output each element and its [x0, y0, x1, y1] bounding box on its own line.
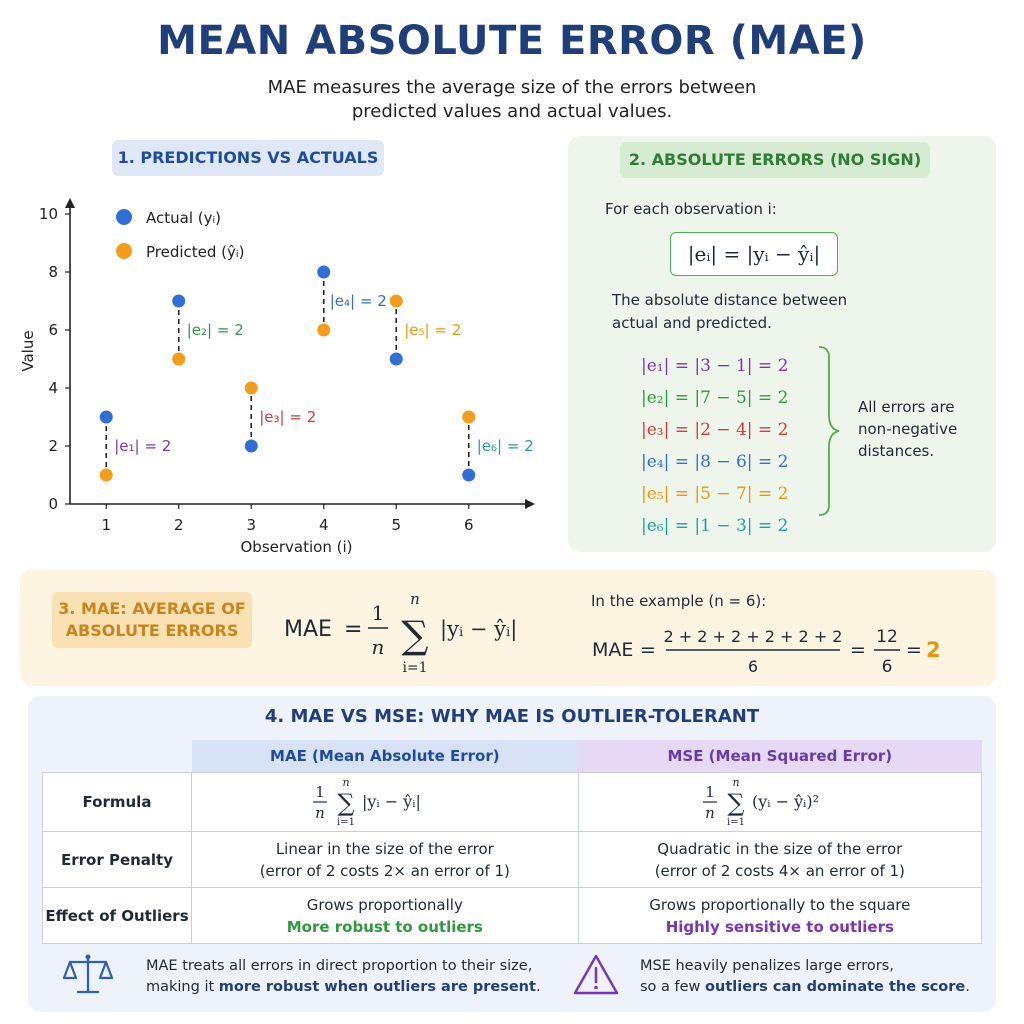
- mse-outliers-cell: [578, 888, 981, 944]
- header-mae: MAE (Mean Absolute Error): [192, 740, 579, 773]
- x-tick-label: 6: [463, 516, 474, 534]
- error-annotation: |e₆| = 2: [476, 437, 534, 455]
- row-label-formula: Formula: [43, 773, 192, 832]
- table-corner: [43, 740, 192, 773]
- note-right-line-2-bold: outliers can dominate the score: [705, 979, 966, 995]
- note-left-line-2-bold: more robust when outliers are present: [218, 979, 536, 995]
- table-row: [43, 888, 982, 944]
- page-title: MEAN ABSOLUTE ERROR (MAE): [157, 18, 867, 64]
- legend-actual-label: Actual (yᵢ): [146, 209, 222, 227]
- predicted-point: [100, 469, 113, 482]
- example-equals-2: =: [850, 639, 866, 661]
- table-row: [43, 773, 982, 832]
- abs-error-formula: |eᵢ| = |yᵢ − ŷᵢ|: [670, 232, 838, 276]
- page-subtitle: [200, 76, 824, 124]
- mae-table-sigma: ∑: [337, 789, 355, 817]
- error-line: |e₃| = |2 − 4| = 2: [641, 420, 789, 440]
- actual-point: [462, 469, 475, 482]
- sigma-symbol: ∑: [401, 613, 429, 657]
- mse-table-den: n: [704, 804, 715, 822]
- section2-intro: For each observation i:: [605, 200, 777, 218]
- mse-penalty-line-1: Quadratic in the size of the error: [657, 839, 903, 858]
- mae-frac-den: n: [371, 635, 385, 659]
- section1-title: 1. PREDICTIONS VS ACTUALS: [112, 140, 384, 176]
- x-tick-label: 4: [318, 516, 329, 534]
- y-tick-label: 6: [48, 321, 58, 339]
- mse-formula-cell: [578, 773, 981, 832]
- example-denominator-2: 6: [881, 657, 893, 677]
- mae-penalty-line-2: (error of 2 costs 2× an error of 1): [259, 861, 510, 880]
- section3-title-line-1: 3. MAE: AVERAGE OF: [58, 599, 246, 618]
- mae-formula: [270, 580, 570, 680]
- x-axis-label: Observation (i): [240, 538, 353, 556]
- example-numerator-2: 12: [876, 627, 898, 647]
- note-left-line-2-start: making it: [146, 979, 219, 995]
- y-axis-arrow: [65, 198, 75, 208]
- curly-brace: [815, 345, 845, 517]
- legend-predicted-label: Predicted (ŷᵢ): [146, 243, 245, 261]
- mae-table-num: 1: [315, 783, 325, 801]
- legend-actual-marker: [116, 209, 132, 225]
- y-tick-label: 8: [48, 263, 58, 281]
- example-numerator: 2 + 2 + 2 + 2 + 2 + 2: [663, 627, 843, 646]
- mse-table-top: n: [732, 776, 740, 789]
- example-mae-label: MAE: [592, 639, 634, 661]
- x-tick-label: 1: [101, 516, 112, 534]
- mse-penalty-line-2: (error of 2 costs 4× an error of 1): [654, 861, 905, 880]
- brace-note-line-2: non-negative: [858, 420, 958, 438]
- example-denominator: 6: [747, 657, 759, 676]
- mae-table-formula: [300, 773, 470, 827]
- error-list: [641, 350, 788, 542]
- note-right-line-2-start: so a few: [640, 979, 706, 995]
- note-left-line-2-end: .: [535, 979, 541, 995]
- warning-icon: [572, 952, 620, 998]
- mae-table-bottom: i=1: [336, 817, 355, 827]
- subtitle-line-2: predicted values and actual values.: [351, 101, 673, 122]
- mae-sum-term: |yᵢ − ŷᵢ|: [440, 617, 518, 641]
- mae-outliers-line-2: More robust to outliers: [286, 917, 483, 936]
- mae-table-term: |yᵢ − ŷᵢ|: [361, 792, 421, 811]
- example-result: 2: [926, 638, 941, 662]
- x-tick-label: 2: [173, 516, 184, 534]
- actual-point: [100, 411, 113, 424]
- section2-desc-line-2: actual and predicted.: [612, 314, 772, 332]
- error-line: |e₂| = |7 − 5| = 2: [641, 388, 789, 408]
- mae-sum-top: n: [410, 590, 420, 608]
- note-right-line-2: [640, 977, 970, 998]
- mse-table-sigma: ∑: [727, 789, 745, 817]
- section4-title: 4. MAE VS MSE: WHY MAE IS OUTLIER-TOLERANT: [264, 706, 760, 727]
- header-mse: MSE (Mean Squared Error): [578, 740, 981, 773]
- example-label: In the example (n = 6):: [591, 592, 767, 610]
- legend-predicted-marker: [116, 243, 132, 259]
- mse-table-bottom: i=1: [726, 817, 745, 827]
- comparison-table: [42, 740, 982, 944]
- error-annotation: |e₃| = 2: [259, 408, 317, 426]
- table-header-row: [43, 740, 982, 773]
- mae-outliers-cell: [192, 888, 579, 944]
- brace-note-line-1: All errors are: [858, 398, 955, 416]
- scatter-chart: [0, 180, 560, 560]
- brace-note: [858, 396, 957, 462]
- example-equals-1: =: [640, 639, 656, 661]
- section2-title: 2. ABSOLUTE ERRORS (NO SIGN): [620, 142, 930, 178]
- x-tick-label: 5: [391, 516, 402, 534]
- error-annotation: |e₂| = 2: [186, 321, 244, 339]
- mse-penalty-cell: [578, 832, 981, 888]
- error-annotation: |e₁| = 2: [114, 437, 172, 455]
- row-label-effect-of-outliers: Effect of Outliers: [43, 888, 192, 944]
- scales-icon: [62, 952, 114, 998]
- mae-formula-equals: =: [344, 617, 363, 642]
- actual-point: [390, 353, 403, 366]
- mae-formula-label: MAE: [284, 617, 332, 642]
- predicted-point: [390, 295, 403, 308]
- error-annotation: |e₄| = 2: [329, 292, 387, 310]
- section2-desc-line-1: The absolute distance between: [612, 291, 848, 309]
- mae-outliers-line-1: Grows proportionally: [306, 895, 463, 914]
- mse-outliers-line-2: Highly sensitive to outliers: [665, 917, 894, 936]
- mae-penalty-line-1: Linear in the size of the error: [275, 839, 494, 858]
- error-line: |e₆| = |1 − 3| = 2: [641, 516, 789, 536]
- predicted-point: [245, 382, 258, 395]
- y-tick-label: 4: [48, 379, 58, 397]
- mae-table-top: n: [342, 776, 350, 789]
- y-tick-label: 2: [48, 437, 58, 455]
- y-tick-label: 0: [48, 495, 58, 513]
- section3-title-line-2: ABSOLUTE ERRORS: [65, 621, 239, 640]
- actual-point: [172, 295, 185, 308]
- mse-table-num: 1: [705, 783, 715, 801]
- mse-table-formula: [690, 773, 870, 827]
- row-label-error-penalty: Error Penalty: [43, 832, 192, 888]
- x-tick-label: 3: [246, 516, 257, 534]
- predicted-point: [462, 411, 475, 424]
- y-tick-label: 10: [38, 205, 58, 223]
- note-right-line-2-end: .: [965, 979, 970, 995]
- mae-frac-num: 1: [371, 601, 385, 625]
- section2-description: [612, 289, 847, 335]
- predicted-point: [172, 353, 185, 366]
- mae-sum-bottom: i=1: [402, 660, 428, 676]
- section3-title: [52, 592, 252, 648]
- actual-point: [317, 266, 330, 279]
- x-axis-arrow: [525, 499, 535, 509]
- mae-table-den: n: [314, 804, 325, 822]
- mse-outliers-line-1: Grows proportionally to the square: [649, 895, 911, 914]
- note-left-line-2: [146, 977, 541, 998]
- example-calculation: [580, 612, 960, 682]
- note-left: [146, 956, 541, 998]
- error-annotation: |e₅| = 2: [404, 321, 462, 339]
- note-left-line-1: MAE treats all errors in direct proportion to their size,: [146, 958, 533, 974]
- actual-point: [245, 440, 258, 453]
- error-line: |e₄| = |8 − 6| = 2: [641, 452, 789, 472]
- subtitle-line-1: MAE measures the average size of the errors between: [267, 77, 757, 98]
- note-right-line-1: MSE heavily penalizes large errors,: [640, 958, 894, 974]
- mse-table-term: (yᵢ − ŷᵢ)²: [751, 792, 819, 811]
- example-equals-3: =: [906, 639, 922, 661]
- note-right: [640, 956, 970, 998]
- error-line: |e₁| = |3 − 1| = 2: [641, 356, 789, 376]
- error-line: |e₅| = |5 − 7| = 2: [641, 484, 789, 504]
- y-axis-label: Value: [19, 330, 37, 372]
- predicted-point: [317, 324, 330, 337]
- mae-penalty-cell: [192, 832, 579, 888]
- table-row: [43, 832, 982, 888]
- brace-note-line-3: distances.: [858, 442, 935, 460]
- mae-formula-cell: [192, 773, 579, 832]
